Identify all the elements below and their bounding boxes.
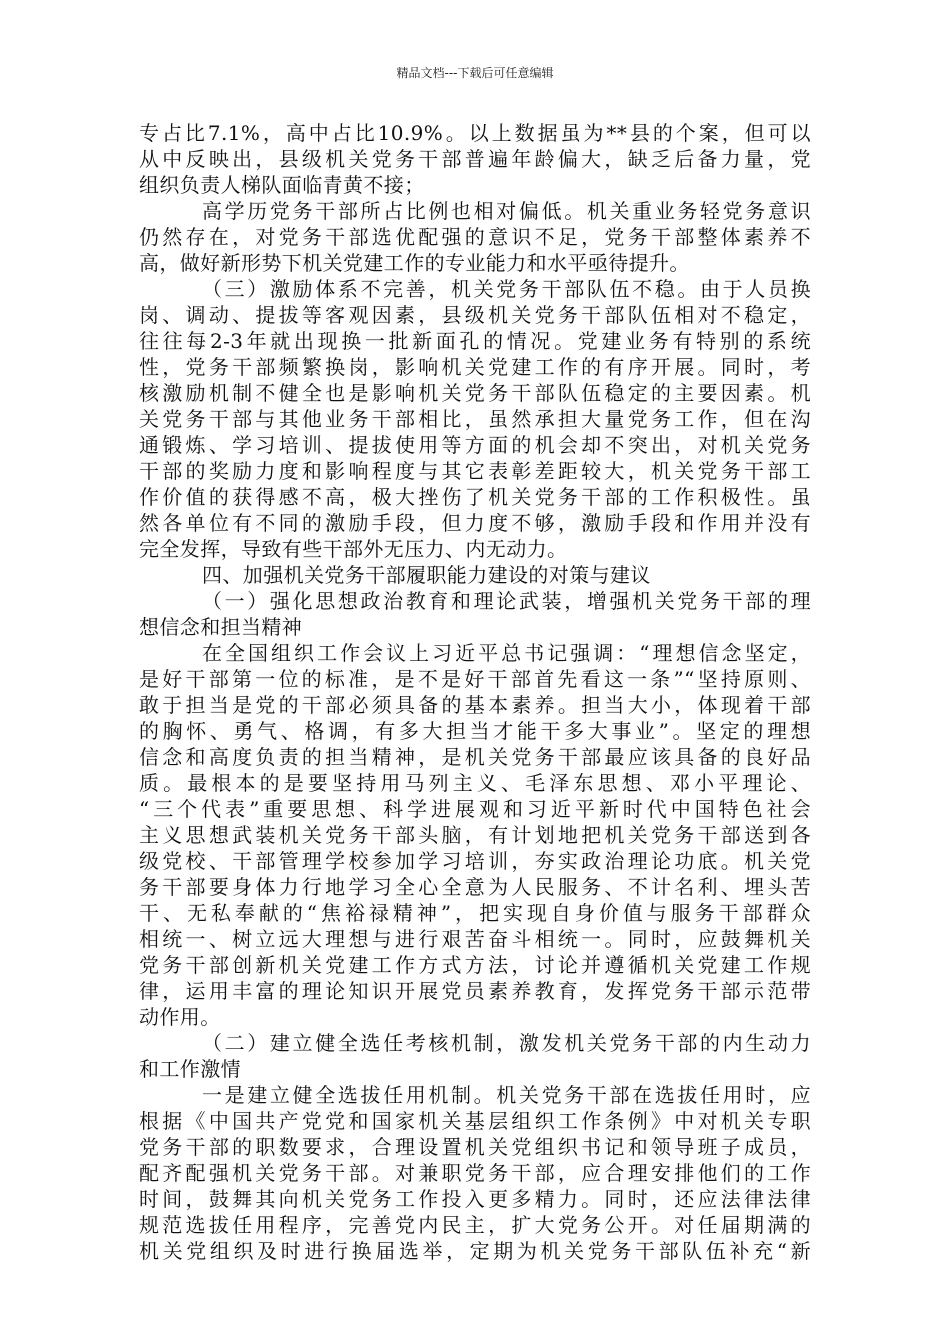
text-line: 信念和高度负责的担当精神，是机关党务干部最应该具备的良好品 bbox=[139, 745, 811, 769]
text-line: 仍然存在，对党务干部选优配强的意识不足，党务干部整体素养不 bbox=[139, 225, 811, 249]
subsection-heading: 想信念和担当精神 bbox=[139, 615, 303, 639]
document-body bbox=[139, 120, 811, 1264]
text-line: 律，运用丰富的理论知识开展党员素养教育，发挥党务干部示范带 bbox=[139, 979, 811, 1003]
text-line: 级党校、干部管理学校参加学习培训，夯实政治理论功底。机关党 bbox=[139, 849, 811, 873]
text-line: 主义思想武装机关党务干部头脑，有计划地把机关党务干部送到各 bbox=[139, 823, 811, 847]
page-header: 精品文档---下载后可任意编辑 bbox=[396, 66, 554, 80]
text-line: 核激励机制不健全也是影响机关党务干部队伍稳定的主要因素。机 bbox=[139, 381, 811, 405]
subsection-heading: 和工作激情 bbox=[139, 1057, 241, 1081]
text-line: 通锻炼、学习培训、提拔使用等方面的机会却不突出，对机关党务 bbox=[139, 433, 811, 457]
text-line: 完全发挥，导致有些干部外无压力、内无动力。 bbox=[139, 537, 568, 561]
text-line: 高学历党务干部所占比例也相对偏低。机关重业务轻党务意识 bbox=[202, 199, 811, 223]
text-line: 的胸怀、勇气、格调，有多大担当才能干多大事业”。坚定的理想 bbox=[139, 719, 811, 743]
text-line: 高，做好新形势下机关党建工作的专业能力和水平亟待提升。 bbox=[139, 251, 690, 275]
text-line: 质。最根本的是要坚持用马列主义、毛泽东思想、邓小平理论、 bbox=[139, 771, 811, 795]
text-line: 务干部要身体力行地学习全心全意为人民服务、不计名利、埋头苦 bbox=[139, 875, 811, 899]
text-line: 关党务干部与其他业务干部相比，虽然承担大量党务工作，但在沟 bbox=[139, 407, 811, 431]
subsection-heading: （一）强化思想政治教育和理论武装，增强机关党务干部的理 bbox=[202, 589, 811, 613]
text-line: 从中反映出，县级机关党务干部普遍年龄偏大，缺乏后备力量，党 bbox=[139, 147, 811, 171]
text-line: 党务干部创新机关党建工作方式方法，讨论并遵循机关党建工作规 bbox=[139, 953, 811, 977]
text-line: 动作用。 bbox=[139, 1005, 221, 1029]
text-line: 干、无私奉献的“焦裕禄精神”，把实现自身价值与服务干部群众 bbox=[139, 901, 811, 925]
text-line: 机关党组织及时进行换届选举，定期为机关党务干部队伍补充“新 bbox=[139, 1239, 811, 1263]
text-line: （三）激励体系不完善，机关党务干部队伍不稳。由于人员换 bbox=[202, 277, 811, 301]
text-line: 敢于担当是党的干部必须具备的基本素养。担当大小，体现着干部 bbox=[139, 693, 811, 717]
text-line: 岗、调动、提拔等客观因素，县级机关党务干部队伍相对不稳定， bbox=[139, 303, 811, 327]
text-line: 根据《中国共产党党和国家机关基层组织工作条例》中对机关专职 bbox=[139, 1109, 811, 1133]
text-line: 规范选拔任用程序，完善党内民主，扩大党务公开。对任届期满的 bbox=[139, 1213, 811, 1237]
text-line: 然各单位有不同的激励手段，但力度不够，激励手段和作用并没有 bbox=[139, 511, 811, 535]
subsection-heading: （二）建立健全选任考核机制，激发机关党务干部的内生动力 bbox=[202, 1031, 811, 1055]
text-line: 一是建立健全选拔任用机制。机关党务干部在选拔任用时，应 bbox=[202, 1083, 811, 1107]
text-line: 干部的奖励力度和影响程度与其它表彰差距较大，机关党务干部工 bbox=[139, 459, 811, 483]
text-line: 是好干部第一位的标准，是不是好干部首先看这一条”“坚持原则、 bbox=[139, 667, 811, 691]
text-line: 专占比7.1%，高中占比10.9%。以上数据虽为**县的个案，但可以 bbox=[139, 121, 811, 145]
text-line: 时间，鼓舞其向机关党务工作投入更多精力。同时，还应法律法律 bbox=[139, 1187, 811, 1211]
text-line: 往往每2-3年就出现换一批新面孔的情况。党建业务有特别的系统 bbox=[139, 329, 811, 353]
text-line: 配齐配强机关党务干部。对兼职党务干部，应合理安排他们的工作 bbox=[139, 1161, 811, 1185]
text-line: 作价值的获得感不高，极大挫伤了机关党务干部的工作积极性。虽 bbox=[139, 485, 811, 509]
text-line: 相统一、树立远大理想与进行艰苦奋斗相统一。同时，应鼓舞机关 bbox=[139, 927, 811, 951]
text-line: 组织负责人梯队面临青黄不接； bbox=[139, 173, 425, 197]
text-line: 在全国组织工作会议上习近平总书记强调：“理想信念坚定， bbox=[202, 641, 811, 665]
text-line: 党务干部的职数要求，合理设置机关党组织书记和领导班子成员， bbox=[139, 1135, 811, 1159]
text-line: “三个代表”重要思想、科学进展观和习近平新时代中国特色社会 bbox=[139, 797, 811, 821]
section-heading: 四、加强机关党务干部履职能力建设的对策与建议 bbox=[202, 563, 651, 587]
text-line: 性，党务干部频繁换岗，影响机关党建工作的有序开展。同时，考 bbox=[139, 355, 811, 379]
